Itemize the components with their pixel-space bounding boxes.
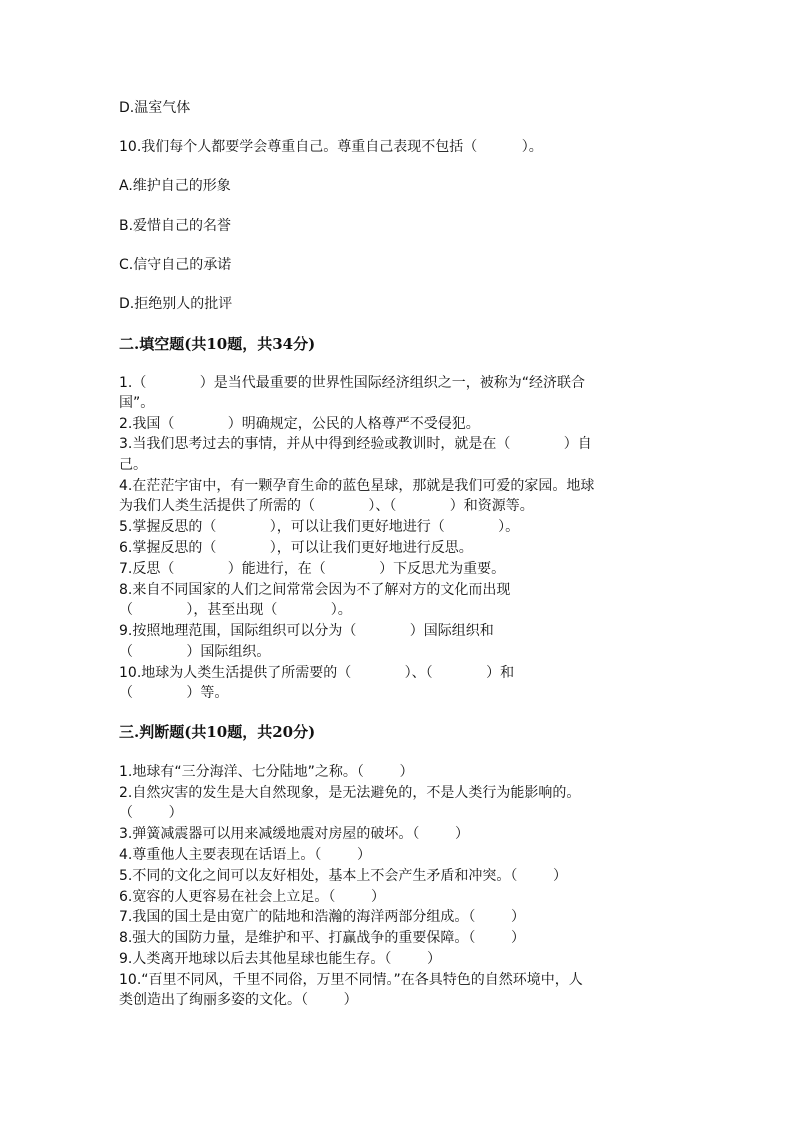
true-false-line: 8.强大的国防力量，是维护和平、打赢战争的重要保障。（ ） [119, 930, 525, 946]
section-heading-fill-blank: 二.填空题(共10题，共34分) [119, 335, 316, 353]
true-false-line: 9.人类离开地球以后去其他星球也能生存。（ ） [119, 951, 441, 967]
fill-blank-line: （ ），甚至出现（ ）。 [119, 602, 352, 618]
fill-blank-line: 国”。 [119, 395, 155, 411]
true-false-line: 2.自然灾害的发生是大自然现象，是无法避免的，不是人类行为能影响的。 [119, 785, 581, 801]
question-10-stem: 10.我们每个人都要学会尊重自己。尊重自己表现不包括（ ）。 [119, 139, 543, 155]
fill-blank-line: 4.在茫茫宇宙中，有一颗孕育生命的蓝色星球，那就是我们可爱的家园。地球 [119, 478, 595, 494]
fill-blank-line: （ ）等。 [119, 685, 229, 701]
true-false-line: 10.“百里不同风，千里不同俗，万里不同情。”在各具特色的自然环境中，人 [119, 972, 583, 988]
fill-blank-line: 2.我国（ ）明确规定，公民的人格尊严不受侵犯。 [119, 416, 480, 432]
true-false-line: 6.宽容的人更容易在社会上立足。（ ） [119, 889, 385, 905]
true-false-line: 5.不同的文化之间可以友好相处，基本上不会产生矛盾和冲突。（ ） [119, 868, 567, 884]
option-c-line: C.信守自己的承诺 [119, 257, 232, 273]
fill-blank-line: 6.掌握反思的（ ），可以让我们更好地进行反思。 [119, 540, 473, 556]
option-b-line: B.爱惜自己的名誉 [119, 218, 232, 234]
fill-blank-line: 己。 [119, 457, 147, 473]
fill-blank-line: 10.地球为人类生活提供了所需要的（ ）、（ ）和 [119, 665, 515, 681]
true-false-line: 类创造出了绚丽多姿的文化。（ ） [119, 992, 358, 1008]
true-false-line: 4.尊重他人主要表现在话语上。（ ） [119, 847, 371, 863]
fill-blank-line: （ ）国际组织。 [119, 644, 271, 660]
fill-blank-line: 7.反思（ ）能进行，在（ ）下反思尤为重要。 [119, 561, 506, 577]
fill-blank-line: 5.掌握反思的（ ），可以让我们更好地进行（ ）。 [119, 519, 520, 535]
true-false-line: （ ） [119, 805, 183, 821]
option-d-line: D.拒绝别人的批评 [119, 296, 233, 312]
fill-blank-line: 1.（ ）是当代最重要的世界性国际经济组织之一，被称为“经济联合 [119, 375, 586, 391]
option-a-line: A.维护自己的形象 [119, 178, 231, 194]
fill-blank-line: 3.当我们思考过去的事情，并从中得到经验或教训时，就是在（ ）自 [119, 436, 592, 452]
true-false-line: 7.我国的国土是由宽广的陆地和浩瀚的海洋两部分组成。（ ） [119, 909, 525, 925]
true-false-line: 1.地球有“三分海洋、七分陆地”之称。（ ） [119, 764, 414, 780]
fill-blank-line: 8.来自不同国家的人们之间常常会因为不了解对方的文化而出现 [119, 582, 511, 598]
true-false-line: 3.弹簧减震器可以用来减缓地震对房屋的破坏。（ ） [119, 826, 469, 842]
option-d-line: D.温室气体 [119, 100, 191, 116]
section-heading-true-false: 三.判断题(共10题，共20分) [119, 723, 316, 741]
fill-blank-line: 为我们人类生活提供了所需的（ ）、（ ）和资源等。 [119, 498, 534, 514]
fill-blank-line: 9.按照地理范围，国际组织可以分为（ ）国际组织和 [119, 623, 494, 639]
